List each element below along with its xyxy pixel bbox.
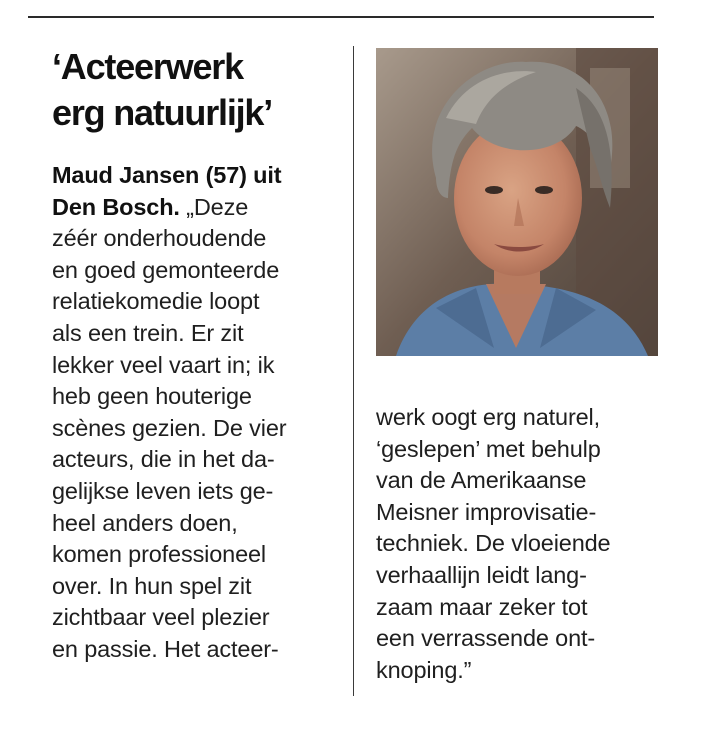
body-line: knoping.” — [376, 656, 472, 683]
body-line: zichtbaar veel plezier — [52, 604, 270, 631]
headline-line-2: erg natuurlijk’ — [52, 92, 273, 133]
body-line: van de Amerikaanse — [376, 467, 587, 494]
body-line: lekker veel vaart in; ik — [52, 351, 275, 378]
body-line: als een trein. Er zit — [52, 319, 244, 346]
body-line: zaam maar zeker tot — [376, 593, 588, 620]
body-line — [52, 192, 286, 224]
body-line: gelijkse leven iets ge- — [52, 477, 274, 504]
body-line: heb geen houterige — [52, 383, 252, 410]
byline-line-1: Maud Jansen (57) uit — [52, 162, 282, 188]
article-headline — [52, 44, 272, 136]
headline-line-1: ‘Acteerwerk — [52, 46, 243, 87]
body-line: zéér onderhoudende — [52, 225, 267, 252]
left-column — [52, 160, 286, 666]
body-line: relatiekomedie loopt — [52, 288, 260, 315]
body-line: en goed gemonteerde — [52, 256, 280, 283]
body-line: werk oogt erg naturel, — [376, 404, 600, 430]
body-line: een verrassende ont- — [376, 625, 596, 652]
body-line: Meisner improvisatie- — [376, 498, 597, 525]
portrait-photo — [376, 48, 658, 356]
body-line: acteurs, die in het da- — [52, 446, 275, 473]
body-line: scènes gezien. De vier — [52, 414, 287, 441]
body-line: en passie. Het acteer- — [52, 635, 279, 662]
body-line: ‘geslepen’ met behulp — [376, 435, 601, 462]
body-line: techniek. De vloeiende — [376, 530, 611, 557]
body-line: verhaallijn leidt lang- — [376, 561, 587, 588]
column-divider — [353, 46, 354, 696]
right-column — [376, 402, 610, 686]
body-text: „Deze — [186, 193, 249, 220]
body-line: over. In hun spel zit — [52, 572, 252, 599]
top-rule — [28, 16, 654, 18]
body-line: komen professioneel — [52, 541, 266, 568]
body-line: heel anders doen, — [52, 509, 238, 536]
byline-line-2: Den Bosch. — [52, 193, 180, 220]
